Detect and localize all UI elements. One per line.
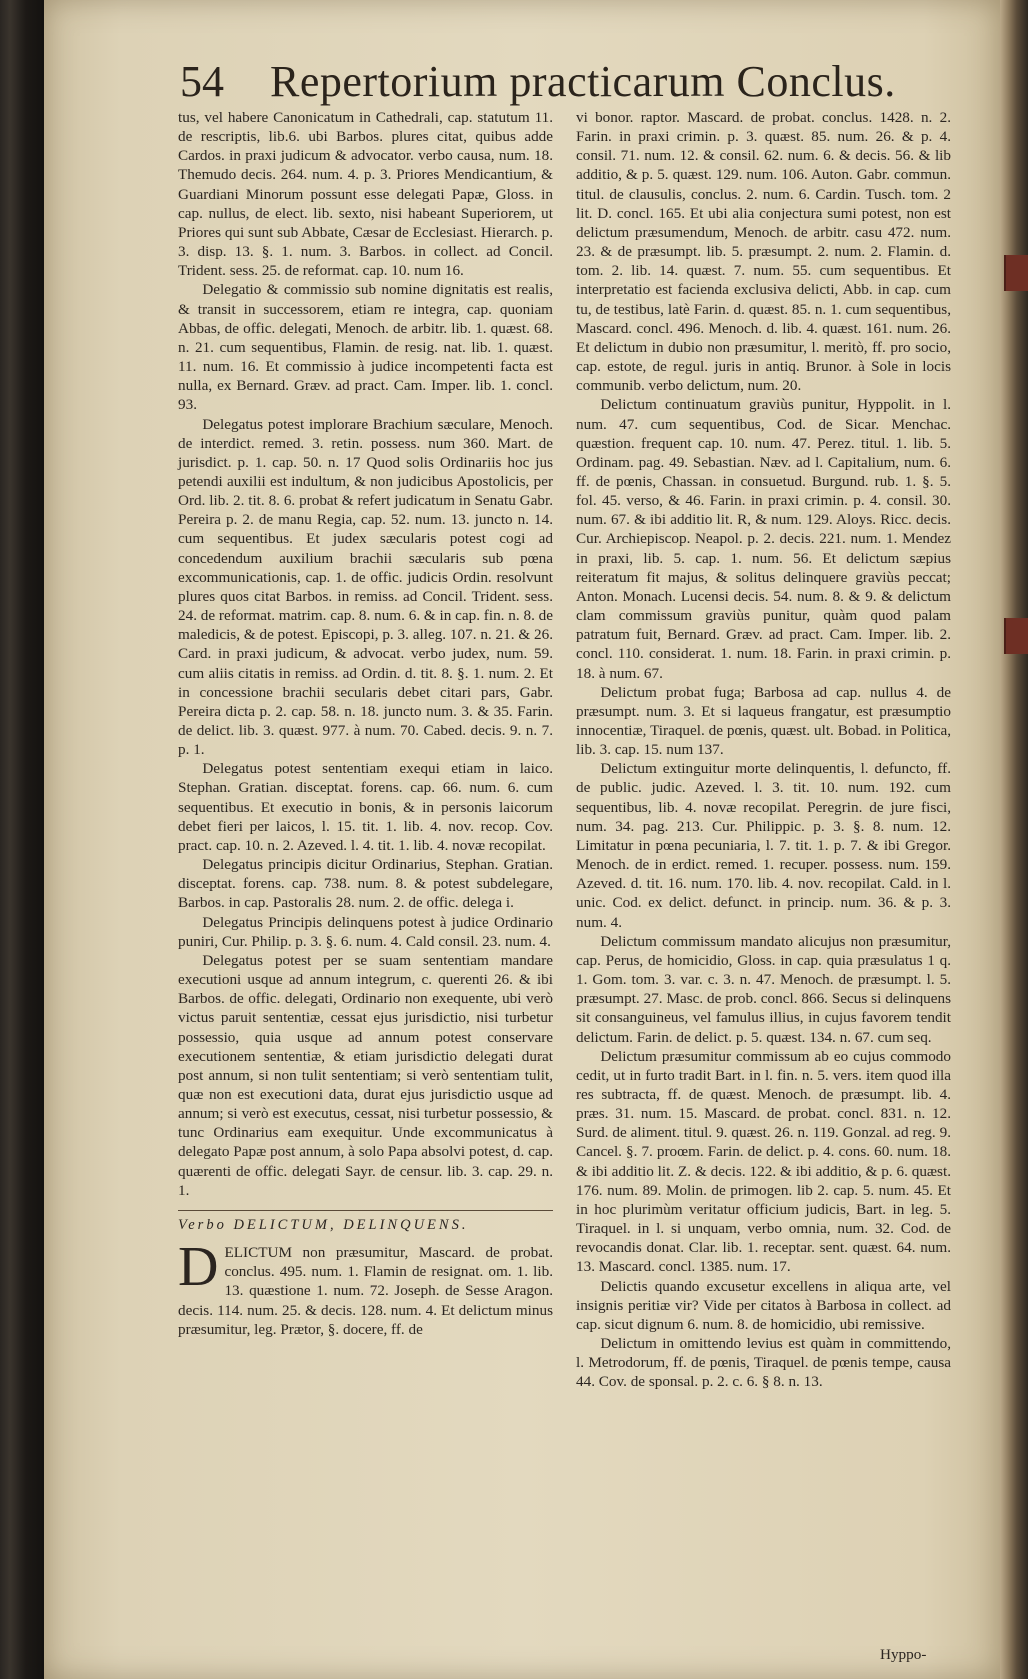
- right-paragraph-8: Delictum in omittendo levius est quàm in committendo, l. Metrodorum, ff. de pœnis, Tiraquel. de pœnis tempe, causa 44. Cov. de sponsal. p. 2. c. 6. § 8. n. 13.: [576, 1335, 951, 1391]
- drop-cap: D: [178, 1236, 219, 1299]
- left-column: [178, 108, 553, 1339]
- right-paragraph-6: Delictum præsumitur commissum ab eo cujus commodo cedit, ut in furto tradit Bart. in l. fin. n. 5. vers. item quod illa res subtracta, ff. de quæst. Menoch. de præsumpt. lib. 4. præs. 31. num. 15. Mascard. de probat. concl. 831. n. 12. Surd. de aliment. titul. 9. quæst. 26. n. 119. Gonzal. ad reg. 9. Cancel. §. 7. proœm. Farin. de delict. p. 4. cons. 60. num. 18. & ibi additio lit. Z. & decis. 122. & ibi additio, & p. 6. quæst. 176. num. 89. Molin. de primogen. lib 2. cap. 5. num. 45. Et in hoc plurimùm veritatur officium judicis, Bart. in leg. 5. Tiraquel. in l. si unquam, verbo omnia, num. 32. Cod. de revocandis donat. Clar. lib. 1. receptar. sent. quæst. 64. num. 13. Mascard. concl. 1385. num. 17.: [576, 1047, 951, 1276]
- bookmark-tab-upper: [1004, 255, 1028, 291]
- left-paragraph-6: Delegatus Principis delinquens potest à judice Ordinario puniri, Cur. Philip. p. 3. §. 6. num. 4. Cald consil. 23. num. 4.: [178, 913, 553, 950]
- catchword: Hyppo-: [880, 1646, 927, 1663]
- bookmark-tab-lower: [1004, 618, 1028, 654]
- running-title: Repertorium practicarum Conclus.: [270, 57, 896, 106]
- right-paragraph-2: Delictum continuatum graviùs punitur, Hyppolit. in l. num. 47. cum sequentibus, Cod. de Sicar. Menchac. quæstion. frequent cap. 10. num. 47. Perez. titul. 1. lib. 5. Ordinam. pag. 49. Sebastian. Næv. ad l. Capitalium, num. 6. ff. de pœnis, Chassan. in consuetud. Burgund. rub. 1. §. 5. fol. 45. verso, & 46. Farin. in praxi crimin. p. 4. consil. 30. num. 67. & ibi additio lit. R, & num. 129. Aloys. Ricc. decis. Cur. Archiepiscop. Neapol. p. 2. decis. 221. num. 1. Mendez in praxi, lib. 5. cap. 1. num. 56. Et delictum sæpius reiteratum fit majus, & solitus delinquere graviùs peccat; Anton. Monach. Lucensi decis. 54. num. 8. & 9. & delictum clam commissum graviùs punitur, quàm quod palam patratum fuit, Bernard. Græv. ad pract. Cam. Imper. lib. 2. concl. 110. considerat. 1. num. 18. Farin. in praxi crimin. p. 18. à num. 67.: [576, 396, 951, 682]
- left-paragraph-7: Delegatus potest per se suam sententiam mandare executioni usque ad annum integrum, c. querenti 26. & ibi Barbos. de offic. delegati, Ordinario non exequente, ubi verò victus paruit sententiæ, cessat ejus jurisdictio, nisi turbetur possessio, quia usque ad annum potest conservare executionem sententiæ, & etiam jurisdictio delegati durat post annum, si non tulit sententiam; si verò sententiam tulit, quæ non est executioni data, durat ejus jurisdictio usque ad annum; si verò est executus, cessat, nisi turbetur possessio, & tunc Ordinarius eam exequitur. Unde excommunicatus à delegato Papæ post annum, à solo Papa absolvi potest, d. cap. quærenti de offic. delegati Sayr. de censur. lib. 3. cap. 29. n. 1.: [178, 951, 553, 1199]
- right-paragraph-3: Delictum probat fuga; Barbosa ad cap. nullus 4. de præsumpt. num. 3. Et si laqueus frangatur, est præsumptio innocentiæ, Tiraquel. de pœnis, quæst. ult. Bobad. in Politica, lib. 3. cap. 15. num 137.: [576, 683, 951, 759]
- right-paragraph-4: Delictum extinguitur morte delinquentis, l. defuncto, ff. de public. judic. Azeved. l. 3. tit. 10. num. 192. cum sequentibus, lib. 4. novæ recopilat. Peregrin. de jure fisci, num. 34. pag. 213. Cur. Philippic. p. 3. §. 8. num. 12. Limitatur in pœna pecuniaria, l. 7. tit. 1. p. 7. & ibi Gregor. Menoch. de in erdict. remed. 1. recuper. possess. num. 159. Azeved. d. tit. 16. num. 170. lib. 4. nov. recopilat. Cald. in l. unic. Cod. ex delict. defunct. in princip. num. 36. & p. 3. num. 4.: [576, 760, 951, 931]
- section-opening-text: ELICTUM non præsumitur, Mascard. de probat. conclus. 495. num. 1. Flamin de resignat. om. 1. lib. 13. quæstione 1. num. 72. Joseph. de Sesse Aragon. decis. 114. num. 25. & decis. 128. num. 4. Et delictum minus præsumitur, leg. Prætor, §. docere, ff. de: [178, 1244, 553, 1338]
- left-paragraph-5: Delegatus principis dicitur Ordinarius, Stephan. Gratian. disceptat. forens. cap. 738. num. 8. & potest subdelegare, Barbos. in cap. Pastoralis 28. num. 2. de offic. delega i.: [178, 856, 553, 912]
- page-number: 54: [180, 57, 224, 106]
- page-header: [140, 58, 900, 108]
- section-heading: Verbo DELICTUM, DELINQUENS.: [178, 1210, 553, 1235]
- left-paragraph-3: Delegatus potest implorare Brachium sæculare, Menoch. de interdict. remed. 3. retin. possess. num 360. Mart. de jurisdict. p. 1. cap. 50. n. 17 Quod solis Ordinariis hoc jus petendi auxilii est indultum, & non judicibus Apostolicis, per Ord. lib. 2. tit. 8. 6. probat & refert judicatum in Senatu Gabr. Pereira p. 2. de manu Regia, cap. 52. num. 13. juncto n. 14. cum sequentibus. Et judex sæcularis potest cogi ad concedendum auxilium brachii sæcularis sub pœna excommunicationis, cap. 1. de offic. judicis Ordin. resolvunt plures quos citat Barbos. in remiss. ad Concil. Trident. sess. 24. de reformat. matrim. cap. 8. num. 6. & in cap. fin. n. 8. de maledicis, & de potest. Episcopi, p. 3. alleg. 107. n. 21. & 26. Card. in praxi judicum, & advocat. verbo judex, num. 59. cum aliis citatis in remiss. ad Ordin. d. tit. 8. §. 1. num. 2. Et in concessione brachii secularis debet citari pars, Gabr. Pereira dicta p. 2. cap. 58. n. 18. juncto num. 3. & 35. Farin. de delict. lib. 3. quæst. 977. à num. 70. Cabed. decis. 9. n. 7. p. 1.: [178, 415, 553, 759]
- left-paragraph-4: Delegatus potest sententiam exequi etiam in laico. Stephan. Gratian. disceptat. forens. cap. 66. num. 6. cum sequentibus. Et executio in bonis, & in personis laicorum debet fieri per laicos, l. 15. tit. 1. lib. 4. nov. recop. Cov. pract. cap. 10. n. 2. Azeved. l. 4. tit. 1. lib. 4. novæ recopilat.: [178, 760, 553, 854]
- right-paragraph-5: Delictum commissum mandato alicujus non præsumitur, cap. Perus, de homicidio, Gloss. in cap. quia præsulatus 1 q. 1. Gom. tom. 3. var. c. 3. n. 47. Menoch. de præsumpt. l. 5. præsumpt. 27. Masc. de prob. concl. 866. Secus si delinquens sit consanguineus, vel famulus illius, in cujus favorem tendit delictum. Farin. de delict. p. 5. quæst. 134. n. 67. cum seq.: [576, 932, 951, 1046]
- page-edge-stack: [1000, 0, 1028, 1679]
- left-paragraph-1: tus, vel habere Canonicatum in Cathedrali, cap. statutum 11. de rescriptis, lib.6. ubi Barbos. plures citat, quibus adde Cardos. in praxi judicum & advocator. verbo causa, num. 18. Themudo decis. 264. num. 4. p. 3. Priores Mendicantium, & Guardiani Minorum possunt esse delegati Papæ, Gloss. in cap. nullus, de elect. lib. sexto, nisi habeant Superiorem, ut Priores qui sunt sub Abbate, Cæsar de Ecclesiast. Hierarch. p. 3. disp. 13. §. 1. num. 3. Barbos. in collect. ad Concil. Trident. sess. 25. de reformat. cap. 10. num 16.: [178, 109, 553, 280]
- right-column: [576, 108, 951, 1391]
- left-paragraph-2: Delegatio & commissio sub nomine dignitatis est realis, & transit in successorem, etiam re integra, cap. quoniam Abbas, de offic. delegati, Menoch. de arbitr. lib. 1. quæst. 68. n. 21. cum sequentibus, Flamin. de resig. nat. lib. 1. quæst. 11. num. 16. Et commissio à judice incompetenti facta est nulla, ex Bernard. Græv. ad pract. Cam. Imper. lib. 1. concl. 93.: [178, 281, 553, 414]
- right-paragraph-7: Delictis quando excusetur excellens in aliqua arte, vel insignis peritiæ vir? Vide per citatos à Barbosa in collect. ad cap. sicut dignum 6. num. 8. de homicidio, ubi remissive.: [576, 1277, 951, 1333]
- right-paragraph-1: vi bonor. raptor. Mascard. de probat. conclus. 1428. n. 2. Farin. in praxi crimin. p. 3. quæst. 85. num. 26. & p. 4. consil. 71. num. 12. & consil. 62. num. 6. & decis. 56. & lib additio, & p. 5. quæst. 129. num. 106. Auton. Gabr. commun. titul. de clausulis, conclus. 2. num. 6. Cardin. Tusch. tom. 2 lit. D. concl. 165. Et ubi alia conjectura sumi potest, non est delictum præsumendum, Menoch. de arbitr. casu 472. num. 23. & de præsumpt. lib. 5. præsumpt. 2. num. 2. Flamin. d. tom. 2. lib. 14. quæst. 7. num. 55. cum sequentibus. Et interpretatio est facienda exclusiva delicti, Abb. in cap. cum tu, de testibus, latè Farin. d. quæst. 85. n. 1. cum sequentibus, Mascard. concl. 496. Menoch. d. lib. 4. quæst. 161. num. 26. Et delictum in dubio non præsumitur, l. meritò, ff. pro socio, cap. estote, de regul. juris in antiq. Brunor. à Sole in locis communib. verbo delictum, num. 20.: [576, 109, 951, 395]
- section-opening-paragraph: [178, 1236, 553, 1339]
